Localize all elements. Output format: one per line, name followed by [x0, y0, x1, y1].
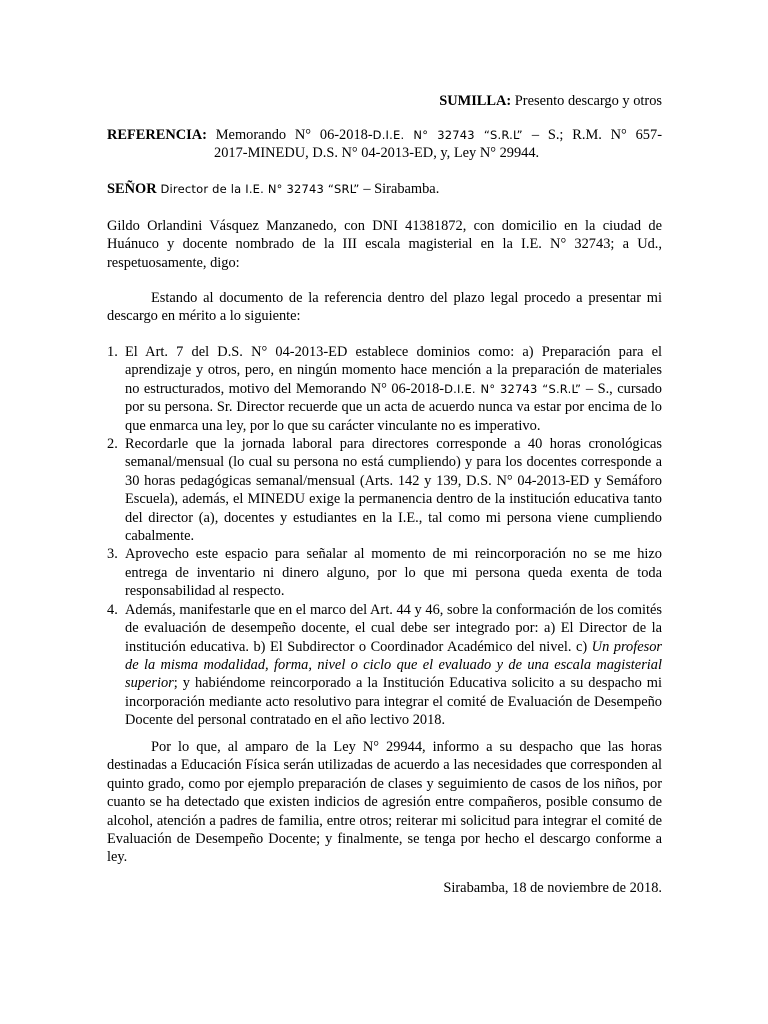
sumilla-text: Presento descargo y otros [511, 93, 662, 109]
referencia-block [107, 126, 662, 163]
senor-director: Director de la I.E. N° 32743 “SRL” [156, 182, 364, 196]
referencia-code: D.I.E. N° 32743 “S.R.L” [372, 128, 532, 142]
numbered-list [107, 343, 662, 730]
referencia-text-2: – S.; R.M. N° 657- [531, 127, 662, 143]
list-item-text: Aprovecho este espacio para señalar al momento de mi reincorporación no se me hizo entrega de inventario ni dinero alguno, por lo que mi persona queda exenta de toda responsabilidad al respecto. [125, 546, 662, 600]
list-number: 1. [107, 344, 118, 360]
sumilla-line [107, 92, 662, 110]
list-item-1 [107, 343, 662, 435]
referencia-text-1: Memorando N° 06-2018- [206, 127, 373, 143]
list-number: 2. [107, 436, 118, 453]
list-item-text-a: El Art. 7 del D.S. N° 04-2013-ED establece dominios como: a) Preparación para el aprendizaje y otros, pero, en ningún momento hace mención a la preparación de materiales no estructurados, motivo del Memorando N° 06-2018- [125, 344, 662, 397]
senor-text: – Sirabamba. [363, 181, 440, 197]
list-item-2 [107, 435, 662, 545]
list-item-text-b: ; y habiéndome reincorporado a la Institución Educativa solicito a su despacho mi incorporación mediante acto resolutivo para integrar el comité de Evaluación de Desempeño Docente del personal contratado en el año lectivo 2018. [125, 675, 662, 729]
list-item-4 [107, 601, 662, 730]
list-item-text-b: – S., cursado por su persona. Sr. Director recuerde que un acta de acuerdo nunca va estar por encima de lo que enmarca una ley, por lo que su carácter vinculante no es imperativo. [125, 380, 662, 434]
referencia-label: REFERENCIA: [107, 127, 207, 143]
paragraph-1: Estando al documento de la referencia dentro del plazo legal procedo a presentar mi descargo en mérito a lo siguiente: [107, 290, 662, 325]
senor-label: SEÑOR [107, 181, 157, 197]
list-item-code: D.I.E. N° 32743 “S.R.L” [444, 381, 586, 396]
intro-paragraph: Gildo Orlandini Vásquez Manzanedo, con DNI 41381872, con domicilio en la ciudad de Huánuco y docente nombrado de la III escala magisterial en la I.E. N° 32743; a Ud., respetuosamente, digo: [107, 218, 662, 271]
list-item-3 [107, 545, 662, 600]
list-number: 4. [107, 601, 118, 618]
referencia-line-2: 2017-MINEDU, D.S. N° 04-2013-ED, y, Ley N° 29944. [214, 145, 540, 162]
closing-date: Sirabamba, 18 de noviembre de 2018. [443, 880, 662, 896]
sumilla-label: SUMILLA: [439, 93, 512, 109]
list-item-text: Recordarle que la jornada laboral para directores corresponde a 40 horas cronológicas semanal/mensual (lo cual su persona no está cumpliendo) y para los docentes corresponde a 30 horas pedagógicas semanal/mensual (Arts. 142 y 139, D.S. N° 04-2013-ED y Semáforo Escuela), además, el MINEDU exige la permanencia dentro de la institución educativa tanto del director (a), docentes y estudiantes en la I.E., tal como mi persona viene cumpliendo cabalmente. [125, 436, 662, 545]
list-item-italic: Un profesor de la misma modalidad, forma, nivel o ciclo que el evaluado y de una escala magisterial superior [125, 638, 662, 692]
senor-line [107, 180, 662, 198]
paragraph-2: Por lo que, al amparo de la Ley N° 29944, informo a su despacho que las horas destinadas a Educación Física serán utilizadas de acuerdo a las necesidades que corresponden al quinto grado, como por ejemplo preparación de clases y seguimiento de casos de los niños, por cuanto se ha detectado que existen indicios de agresión entre compañeros, posible consumo de alcohol, atención a padres de familia, entre otros; reiterar mi solicitud para integrar el comité de Evaluación de Desempeño Docente; y finalmente, se tenga por hecho el descargo conforme a ley. [107, 739, 662, 866]
referencia-line-1 [107, 126, 662, 144]
list-item-text-a: Además, manifestarle que en el marco del Art. 44 y 46, sobre la conformación de los comités de evaluación de desempeño docente, el cual debe ser integrado por: a) El Director de la institución educativa. b) El Subdirector o Coordinador Académico del nivel. c) [125, 601, 662, 655]
list-number: 3. [107, 546, 118, 563]
